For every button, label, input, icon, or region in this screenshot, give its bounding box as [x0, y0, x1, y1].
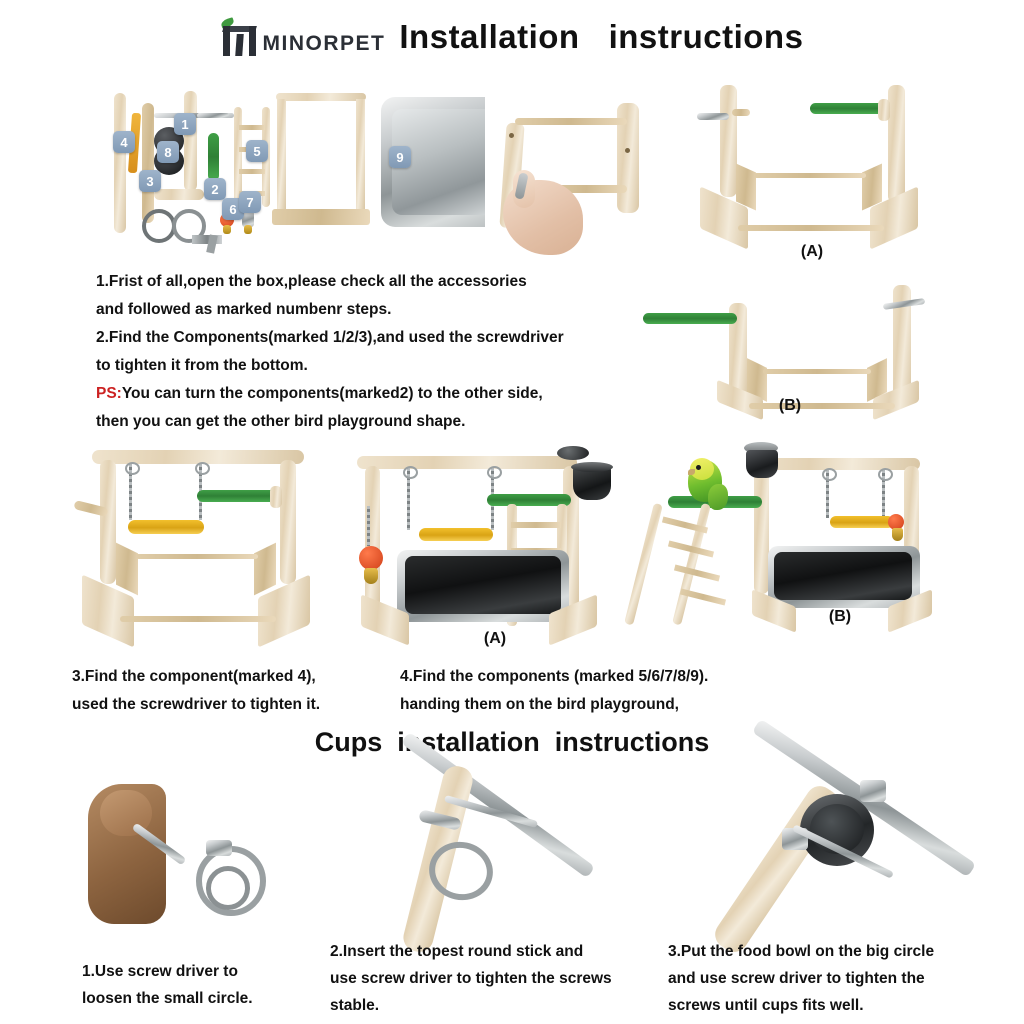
- cups-step-3-figure: [770, 772, 950, 932]
- part-badge: 3: [139, 170, 161, 192]
- figure-label-b: (B): [778, 397, 802, 414]
- full-playground-b-figure: [640, 438, 932, 638]
- caption-line: use screw driver to tighten the screws: [330, 970, 612, 987]
- part-badge: 1: [174, 113, 196, 135]
- cups-step-3-caption: [668, 938, 1008, 1019]
- step-line: 2.Find the Components(marked 1/2/3),and used the screwdriver: [96, 329, 564, 346]
- part-badge: 6: [222, 198, 244, 220]
- steps-block-1: [96, 268, 656, 436]
- part-badge: 4: [113, 131, 135, 153]
- page-title: Installation instructions: [399, 18, 804, 55]
- parts-overview-figure: [96, 85, 456, 260]
- brand-logo: [221, 18, 386, 56]
- frame-assembly-figure: [485, 85, 685, 263]
- part-badge: 5: [246, 140, 268, 162]
- swing-stand-figure: [72, 438, 320, 650]
- cups-section-title: Cups installation instructions: [314, 727, 710, 757]
- part-badge: 7: [239, 191, 261, 213]
- ps-prefix: PS:: [96, 385, 122, 402]
- brand-name: MINORPET: [262, 32, 386, 55]
- full-playground-a-figure: [335, 438, 625, 647]
- step-line: and followed as marked numbenr steps.: [96, 301, 392, 318]
- cups-step-2-caption: [330, 938, 660, 1019]
- steps-block-3: [72, 663, 402, 719]
- figure-label-a-2: (A): [483, 630, 507, 647]
- cups-step-1-figure: [88, 778, 333, 933]
- caption-line: screws until cups fits well.: [668, 997, 864, 1014]
- part-badge: 9: [389, 146, 411, 168]
- page-header: [0, 18, 1024, 56]
- stand-a-figure: [692, 85, 932, 260]
- caption-line: loosen the small circle.: [82, 990, 253, 1007]
- step-line: 1.Frist of all,open the box,please check all the accessories: [96, 273, 527, 290]
- ps-text: You can turn the components(marked2) to the other side,: [121, 385, 543, 402]
- step-line-ps: [96, 380, 656, 408]
- step-line: used the screwdriver to tighten it.: [72, 696, 321, 713]
- caption-line: 1.Use screw driver to: [82, 963, 238, 980]
- step-line: 4.Find the components (marked 5/6/7/8/9).: [400, 668, 709, 685]
- part-badge: 2: [204, 178, 226, 200]
- figure-label-b-2: (B): [828, 608, 852, 625]
- step-line: 3.Find the component(marked 4),: [72, 668, 316, 685]
- caption-line: 2.Insert the topest round stick and: [330, 943, 584, 960]
- minorpet-m-leaf-logo-icon: [221, 18, 261, 56]
- part-badge: 8: [157, 141, 179, 163]
- stand-b-figure: [625, 285, 930, 414]
- steps-block-4: [400, 663, 800, 719]
- caption-line: 3.Put the food bowl on the big circle: [668, 943, 935, 960]
- step-line: handing them on the bird playground,: [400, 696, 679, 713]
- step-line: to tighten it from the bottom.: [96, 357, 308, 374]
- figure-label-a: (A): [800, 243, 824, 260]
- step-line: then you can get the other bird playground shape.: [96, 413, 466, 430]
- caption-line: and use screw driver to tighten the: [668, 970, 925, 987]
- cups-step-2-figure: [403, 772, 643, 932]
- caption-line: stable.: [330, 997, 380, 1014]
- cups-step-1-caption: [82, 958, 352, 1012]
